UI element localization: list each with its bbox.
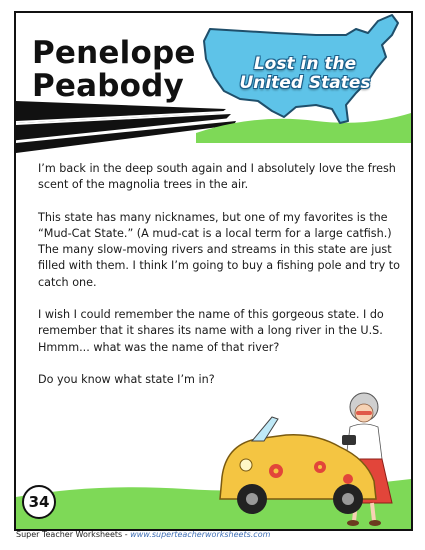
footer	[16, 530, 270, 539]
title-line-1: Penelope	[32, 35, 196, 71]
footer-brand: Super Teacher Worksheets -	[16, 530, 131, 539]
story-paragraph-4: Do you know what state I’m in?	[38, 372, 215, 386]
story-paragraph-2: This state has many nicknames, but one of my favorites is the “Mud-Cat State.” (A mud-cat is a local term for a large catfish.) The many slow-moving rivers and streams in this state are just filled with them. I think I’m going to buy a fishing pole and try to catch one.	[38, 210, 401, 289]
story-paragraph-1: I’m back in the deep south again and I absolutely love the fresh scent of the magnolia trees in the air.	[38, 162, 396, 192]
page-number-badge: 34	[22, 485, 56, 519]
series-title	[230, 55, 380, 93]
series-title-line-1: Lost in the	[253, 54, 357, 74]
footer-url-link[interactable]: www.superteacherworksheets.com	[130, 530, 271, 539]
story-text	[38, 161, 408, 404]
title-line-2: Peabody	[32, 68, 184, 104]
story-paragraph-3: I wish I could remember the name of this gorgeous state. I do remember that it shares its name with a long river in the U.S. Hmmm... what was the name of that river?	[38, 308, 384, 354]
page-title	[32, 37, 196, 103]
convertible-car-icon	[216, 381, 411, 529]
worksheet-page	[14, 11, 413, 531]
series-title-line-2: United States	[239, 73, 371, 93]
